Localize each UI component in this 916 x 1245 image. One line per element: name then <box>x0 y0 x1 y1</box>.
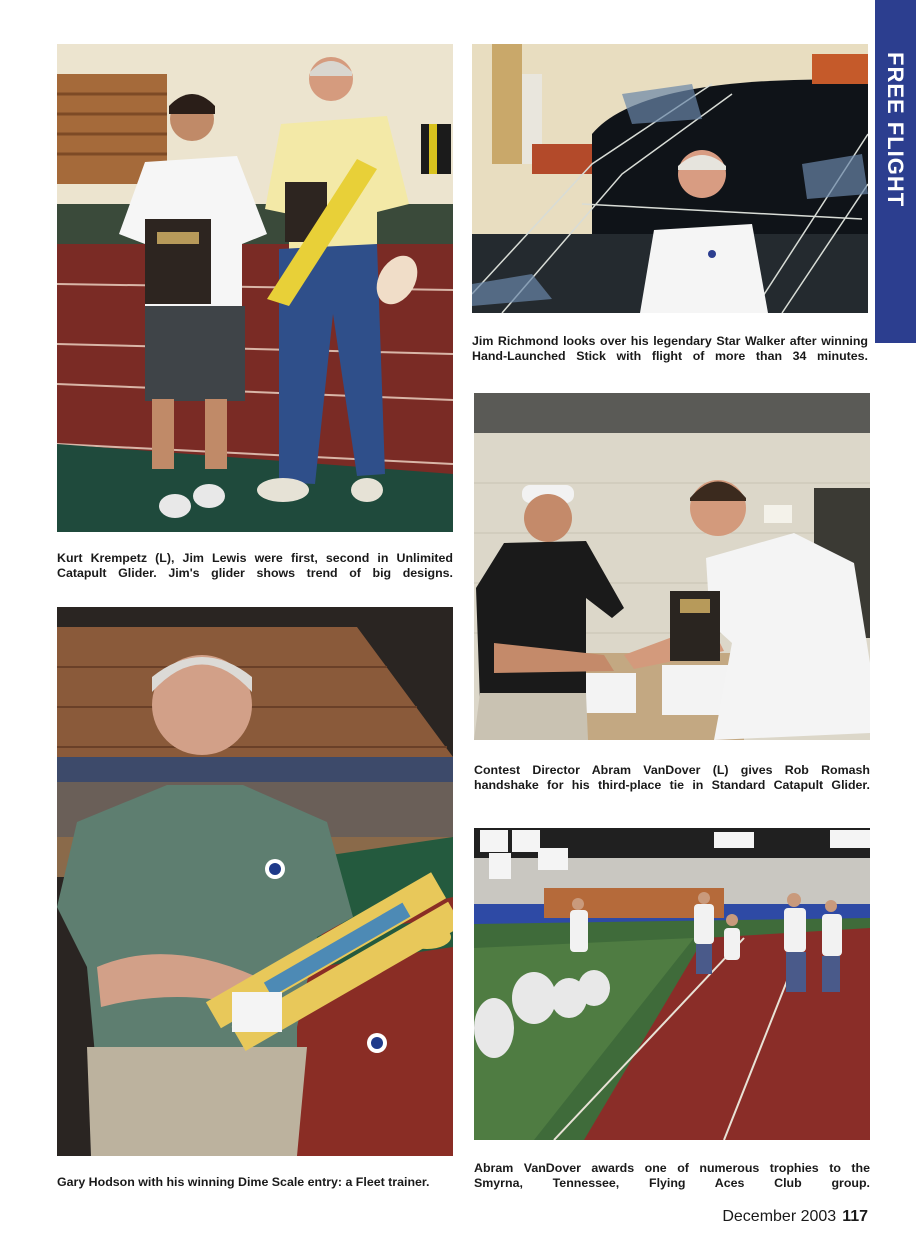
photo-jim-richmond <box>472 44 868 313</box>
caption-line: Abram VanDover awards one of numerous trophies to the <box>474 1161 870 1175</box>
section-tab <box>875 0 916 343</box>
folio-date: December 2003 <box>722 1208 837 1225</box>
caption-line: Gary Hodson with his winning Dime Scale entry: a Fleet trainer. <box>57 1175 430 1189</box>
caption-photo-4 <box>57 1175 453 1190</box>
caption-photo-2 <box>472 334 868 364</box>
page-number: 117 <box>842 1208 868 1225</box>
section-tab-label: FREE FLIGHT <box>883 52 908 208</box>
caption-line: Hand-Launched Stick with flight of more than 34 minutes. <box>472 349 868 363</box>
caption-line: Contest Director Abram VanDover (L) gives Rob Romash <box>474 763 870 777</box>
caption-line: Catapult Glider. Jim's glider shows trend of big designs. <box>57 566 453 580</box>
photo-vandover-romash <box>474 393 870 740</box>
caption-photo-1 <box>57 551 453 581</box>
photo-gary-hodson <box>57 607 453 1156</box>
photo-flying-aces-group <box>474 828 870 1140</box>
caption-line: Kurt Krempetz (L), Jim Lewis were first, second in Unlimited <box>57 551 453 565</box>
caption-photo-5 <box>474 1161 870 1191</box>
page-folio <box>722 1208 868 1226</box>
caption-line: Jim Richmond looks over his legendary Star Walker after winning <box>472 334 868 348</box>
photo-krempetz-lewis <box>57 44 453 532</box>
caption-photo-3 <box>474 763 870 793</box>
caption-line: handshake for his third-place tie in Standard Catapult Glider. <box>474 778 870 792</box>
caption-line: Smyrna, Tennessee, Flying Aces Club group. <box>474 1176 870 1190</box>
